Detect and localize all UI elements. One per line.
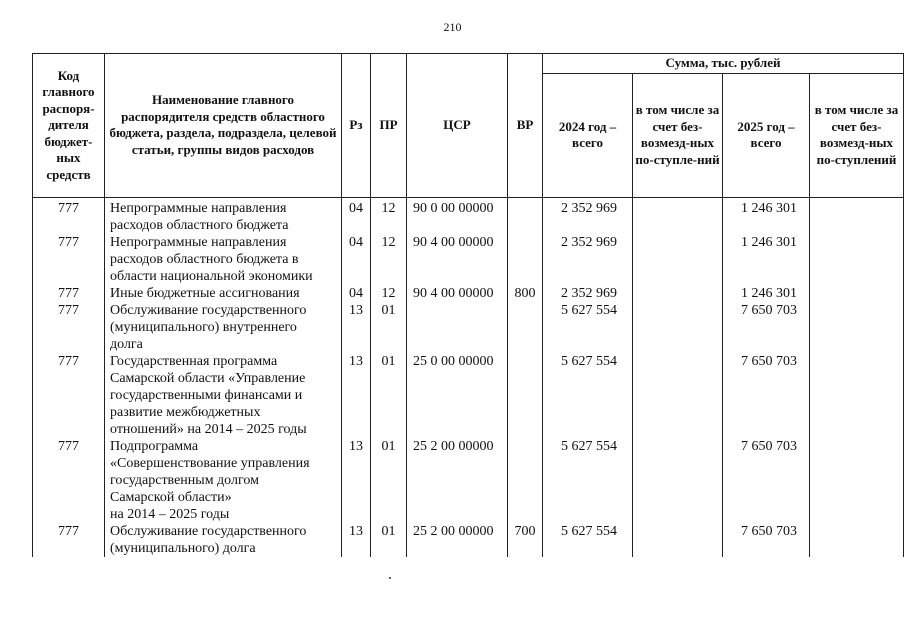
name-line: Самарской области» bbox=[110, 489, 232, 505]
cell-2025-grants bbox=[810, 234, 904, 285]
cell-pr: 12 bbox=[371, 285, 407, 302]
cell-vr: 700 bbox=[508, 523, 543, 557]
table-row bbox=[33, 234, 904, 285]
header-csr: ЦСР bbox=[407, 54, 508, 198]
header-2024-total: 2024 год – всего bbox=[543, 73, 633, 197]
cell-2025-grants bbox=[810, 197, 904, 234]
cell-code: 777 bbox=[33, 234, 105, 285]
cell-2025-total: 7 650 703 bbox=[723, 302, 810, 353]
cell-2025-total: 7 650 703 bbox=[723, 523, 810, 557]
cell-vr bbox=[508, 197, 543, 234]
cell-2024-grants bbox=[633, 438, 723, 523]
table-row bbox=[33, 353, 904, 438]
cell-2024-total: 2 352 969 bbox=[543, 234, 633, 285]
header-name: Наименование главного распорядителя средств областного бюджета, раздела, подраздела, целевой статьи, группы видов расходов bbox=[105, 54, 342, 198]
cell-pr: 01 bbox=[371, 523, 407, 557]
name-line: Непрограммные направления bbox=[110, 234, 287, 250]
name-line: Государственная программа bbox=[110, 353, 278, 369]
name-line: Самарской области «Управление bbox=[110, 370, 306, 386]
cell-rz: 04 bbox=[342, 197, 371, 234]
header-2025-total: 2025 год – всего bbox=[723, 73, 810, 197]
cell-vr bbox=[508, 234, 543, 285]
cell-2024-grants bbox=[633, 234, 723, 285]
cell-rz: 13 bbox=[342, 353, 371, 438]
cell-code: 777 bbox=[33, 438, 105, 523]
cell-csr: 25 2 00 00000 bbox=[407, 438, 508, 523]
cell-rz: 13 bbox=[342, 302, 371, 353]
table-row bbox=[33, 523, 904, 557]
cell-name bbox=[105, 438, 342, 523]
cell-2024-grants bbox=[633, 302, 723, 353]
cell-name bbox=[105, 285, 342, 302]
name-line: государственным долгом bbox=[110, 472, 259, 488]
cell-csr: 25 2 00 00000 bbox=[407, 523, 508, 557]
cell-name bbox=[105, 353, 342, 438]
cell-2025-grants bbox=[810, 523, 904, 557]
cell-code: 777 bbox=[33, 353, 105, 438]
table-header bbox=[33, 54, 904, 198]
cell-2024-grants bbox=[633, 285, 723, 302]
name-line: Подпрограмма bbox=[110, 438, 199, 454]
header-pr: ПР bbox=[371, 54, 407, 198]
header-vr: ВР bbox=[508, 54, 543, 198]
cell-csr: 25 0 00 00000 bbox=[407, 353, 508, 438]
name-line: государственными финансами и bbox=[110, 387, 303, 403]
cell-2024-total: 2 352 969 bbox=[543, 197, 633, 234]
name-line: (муниципального) долга bbox=[110, 540, 256, 556]
cell-2024-total: 5 627 554 bbox=[543, 302, 633, 353]
cell-2025-grants bbox=[810, 285, 904, 302]
cell-2024-total: 5 627 554 bbox=[543, 523, 633, 557]
cell-2025-total: 1 246 301 bbox=[723, 197, 810, 234]
header-rz: Рз bbox=[342, 54, 371, 198]
name-line: Обслуживание государственного bbox=[110, 302, 307, 318]
name-line: развитие межбюджетных bbox=[110, 404, 261, 420]
cell-pr: 01 bbox=[371, 302, 407, 353]
cell-2025-total: 1 246 301 bbox=[723, 285, 810, 302]
header-2025-grants: в том числе за счет без-возмезд-ных по-ступлений bbox=[810, 73, 904, 197]
cell-rz: 13 bbox=[342, 523, 371, 557]
cell-name bbox=[105, 197, 342, 234]
name-line: долга bbox=[110, 336, 143, 352]
cell-vr bbox=[508, 302, 543, 353]
cell-csr: 90 0 00 00000 bbox=[407, 197, 508, 234]
cell-name bbox=[105, 234, 342, 285]
cell-code: 777 bbox=[33, 285, 105, 302]
budget-table bbox=[32, 53, 904, 557]
cell-2025-grants bbox=[810, 302, 904, 353]
cell-csr: 90 4 00 00000 bbox=[407, 285, 508, 302]
cell-2024-total: 2 352 969 bbox=[543, 285, 633, 302]
cell-code: 777 bbox=[33, 523, 105, 557]
cell-2025-total: 7 650 703 bbox=[723, 438, 810, 523]
cell-2025-grants bbox=[810, 438, 904, 523]
cell-name bbox=[105, 523, 342, 557]
cell-rz: 04 bbox=[342, 285, 371, 302]
header-code: Код главного распоря-дителя бюджет-ных средств bbox=[33, 54, 105, 198]
header-sum-group: Сумма, тыс. рублей bbox=[543, 54, 904, 74]
cell-vr bbox=[508, 353, 543, 438]
cell-rz: 04 bbox=[342, 234, 371, 285]
cell-name bbox=[105, 302, 342, 353]
cell-pr: 01 bbox=[371, 438, 407, 523]
cell-vr bbox=[508, 438, 543, 523]
cell-csr: 90 4 00 00000 bbox=[407, 234, 508, 285]
cell-csr bbox=[407, 302, 508, 353]
name-line: (муниципального) внутреннего bbox=[110, 319, 297, 335]
name-line: расходов областного бюджета в bbox=[110, 251, 299, 267]
cell-2025-grants bbox=[810, 353, 904, 438]
name-line: Обслуживание государственного bbox=[110, 523, 307, 539]
name-line: на 2014 – 2025 годы bbox=[110, 506, 230, 522]
cell-2024-total: 5 627 554 bbox=[543, 353, 633, 438]
cell-2025-total: 1 246 301 bbox=[723, 234, 810, 285]
cell-pr: 12 bbox=[371, 197, 407, 234]
name-line: Непрограммные направления bbox=[110, 200, 287, 216]
table-row bbox=[33, 302, 904, 353]
cell-rz: 13 bbox=[342, 438, 371, 523]
page-number: 210 bbox=[443, 20, 462, 34]
scan-speck bbox=[389, 577, 391, 579]
cell-pr: 12 bbox=[371, 234, 407, 285]
cell-2024-grants bbox=[633, 523, 723, 557]
name-line: отношений» на 2014 – 2025 годы bbox=[110, 421, 307, 437]
name-line: «Совершенствование управления bbox=[110, 455, 310, 471]
table-row bbox=[33, 438, 904, 523]
name-line: Иные бюджетные ассигнования bbox=[110, 285, 300, 301]
name-line: расходов областного бюджета bbox=[110, 217, 289, 233]
cell-2024-grants bbox=[633, 353, 723, 438]
table-row bbox=[33, 197, 904, 234]
cell-2024-grants bbox=[633, 197, 723, 234]
table-row bbox=[33, 285, 904, 302]
table-body bbox=[33, 197, 904, 557]
cell-2024-total: 5 627 554 bbox=[543, 438, 633, 523]
name-line: области национальной экономики bbox=[110, 268, 313, 284]
header-2024-grants: в том числе за счет без-возмезд-ных по-ступле-ний bbox=[633, 73, 723, 197]
cell-pr: 01 bbox=[371, 353, 407, 438]
cell-2025-total: 7 650 703 bbox=[723, 353, 810, 438]
cell-vr: 800 bbox=[508, 285, 543, 302]
cell-code: 777 bbox=[33, 197, 105, 234]
cell-code: 777 bbox=[33, 302, 105, 353]
